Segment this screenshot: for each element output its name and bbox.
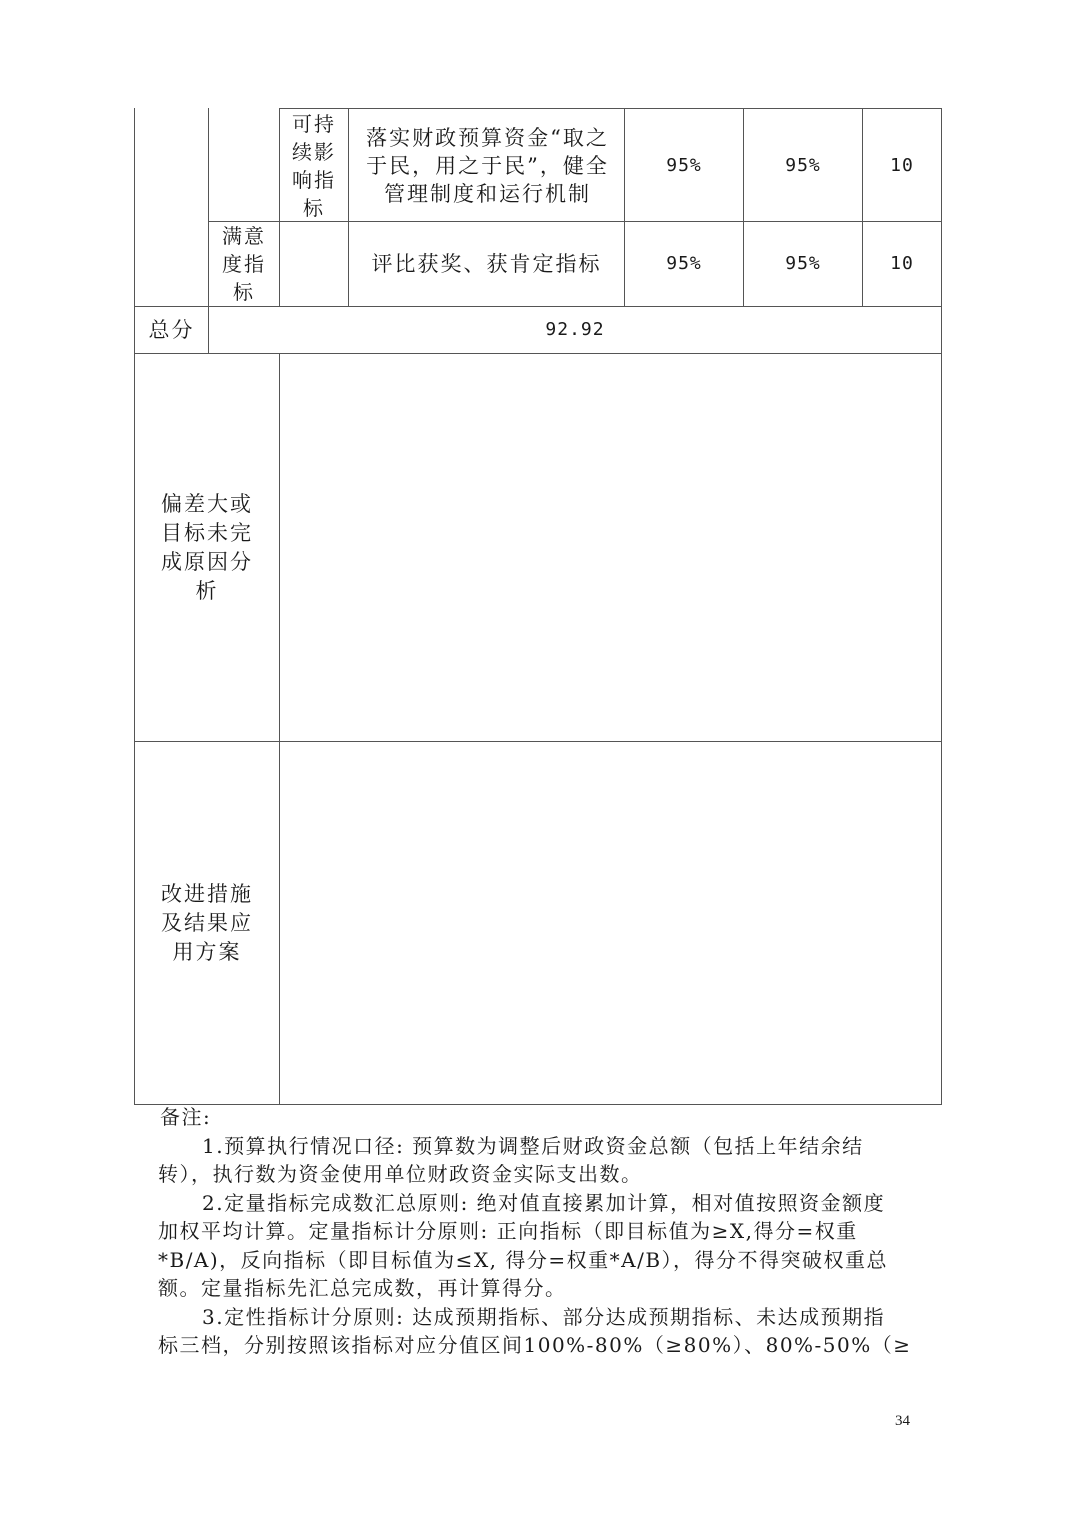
note-line: *B/A)，反向指标（即目标值为≤X, 得分=权重*A/B），得分不得突破权重总 <box>158 1247 889 1272</box>
note-line: 2.定量指标完成数汇总原则: 绝对值直接累加计算，相对值按照资金额度 <box>202 1190 886 1215</box>
page-number: 34 <box>895 1413 910 1429</box>
row2-score: 10 <box>890 253 914 274</box>
row2-level2-label: 满意度指标 <box>222 224 266 304</box>
total-label: 总分 <box>148 318 195 342</box>
total-value: 92.92 <box>545 319 605 340</box>
row1-actual: 95% <box>785 154 821 176</box>
note-line: 加权平均计算。定量指标计分原则: 正向指标（即目标值为≥X,得分=权重 <box>158 1219 858 1243</box>
notes-section <box>160 1103 920 1360</box>
row2-level3-label <box>280 222 348 306</box>
improvement-content <box>280 742 941 1104</box>
note-line: 3.定性指标计分原则: 达成预期指标、部分达成预期指标、未达成预期指 <box>202 1304 886 1329</box>
row2-target: 95% <box>666 253 702 274</box>
deviation-label: 偏差大或目标未完成原因分析 <box>161 491 253 603</box>
improvement-label: 改进措施及结果应用方案 <box>161 881 253 964</box>
row1-level3-label: 可持续影响指标 <box>292 111 336 220</box>
note-line: 标三档，分别按照该指标对应分值区间100%-80%（≥80%）、80%-50%（≥ <box>158 1333 912 1357</box>
row2-indicator: 评比获奖、获肯定指标 <box>371 252 602 276</box>
notes-heading: 备注: <box>160 1105 212 1129</box>
note-line: 额。定量指标先汇总完成数，再计算得分。 <box>158 1276 567 1300</box>
row2-actual: 95% <box>785 253 821 274</box>
row1-score: 10 <box>890 154 914 176</box>
row1-indicator: 落实财政预算资金“取之于民，用之于民”，健全管理制度和运行机制 <box>366 125 609 206</box>
note-line: 1.预算执行情况口径: 预算数为调整后财政资金总额（包括上年结余结 <box>202 1133 864 1158</box>
row1-target: 95% <box>666 154 702 176</box>
note-line: 转），执行数为资金使用单位财政资金实际支出数。 <box>158 1162 643 1186</box>
deviation-content <box>280 354 941 741</box>
